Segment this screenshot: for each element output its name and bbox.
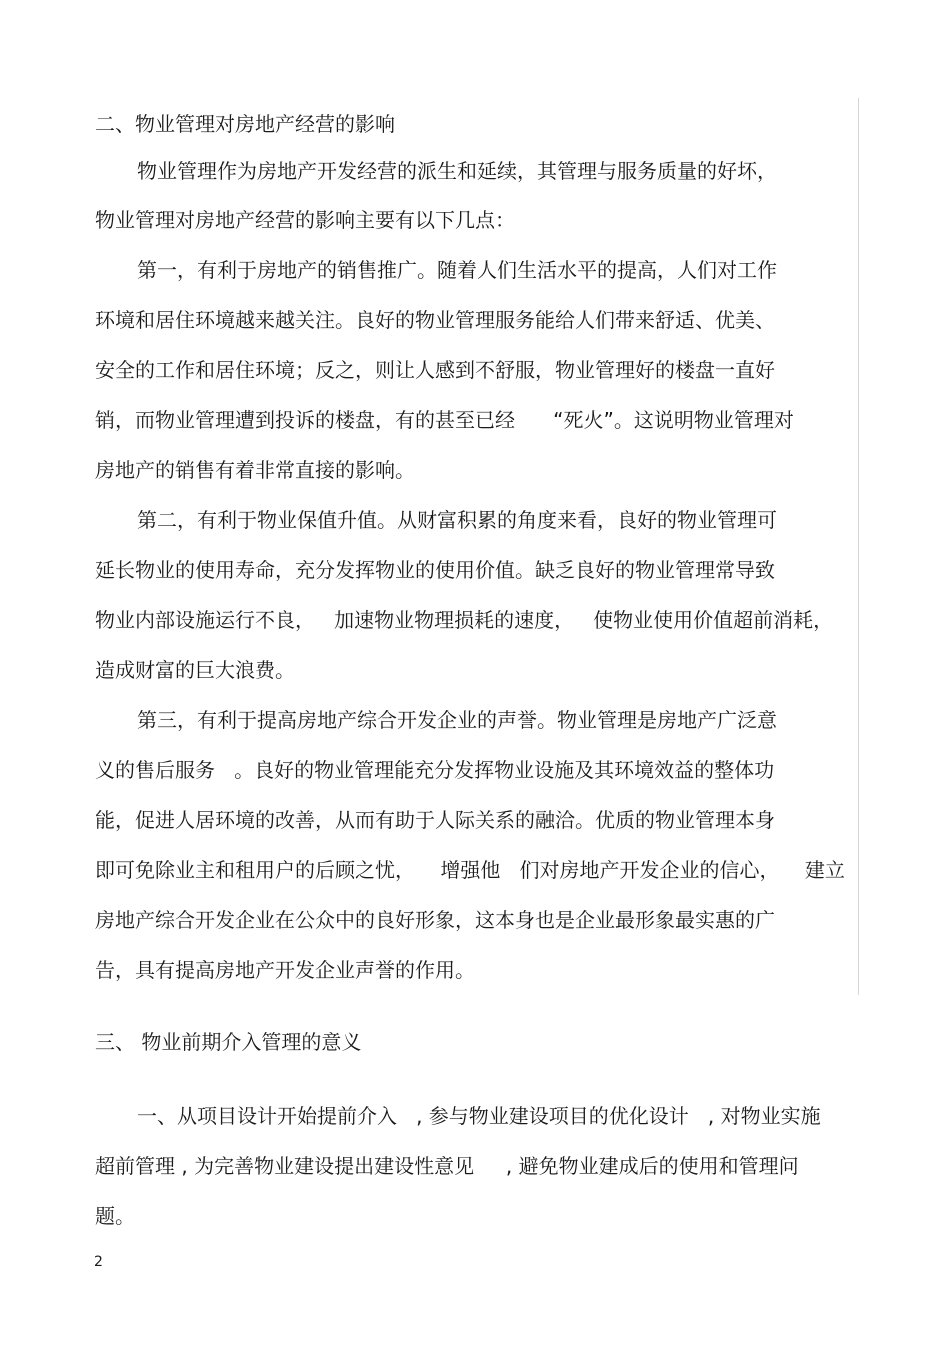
paragraph-line: 安全的工作和居住环境；反之，则让人感到不舒服，物业管理好的楼盘一直好	[95, 358, 775, 382]
paragraph-line: 物业内部设施运行不良， 加速物业物理损耗的速度， 使物业使用价值超前消耗，	[95, 608, 834, 632]
paragraph-line: 一、从项目设计开始提前介入 , 参与物业建设项目的优化设计 , 对物业实施	[137, 1104, 821, 1128]
paragraph-line: 延长物业的使用寿命，充分发挥物业的使用价值。缺乏良好的物业管理常导致	[95, 558, 775, 582]
paragraph-line: 环境和居住环境越来越关注。良好的物业管理服务能给人们带来舒适、优美、	[95, 308, 775, 332]
paragraph-line: 第一，有利于房地产的销售推广。随着人们生活水平的提高，人们对工作	[137, 258, 777, 282]
paragraph-line: 房地产综合开发企业在公众中的良好形象，这本身也是企业最形象最实惠的广	[95, 908, 775, 932]
paragraph-line: 第二，有利于物业保值升值。从财富积累的角度来看，良好的物业管理可	[137, 508, 777, 532]
paragraph-line: 义的售后服务 。良好的物业管理能充分发挥物业设施及其环境效益的整体功	[95, 758, 775, 782]
paragraph-line: 第三，有利于提高房地产综合开发企业的声誉。物业管理是房地产广泛意	[137, 708, 777, 732]
paragraph-line: 题。	[95, 1204, 135, 1228]
section-2-heading: 二、物业管理对房地产经营的影响	[95, 112, 395, 136]
paragraph-line: 造成财富的巨大浪费。	[95, 658, 295, 682]
paragraph-line: 能，促进人居环境的改善，从而有助于人际关系的融洽。优质的物业管理本身	[95, 808, 775, 832]
paragraph-line: 超前管理 , 为完善物业建设提出建设性意见 , 避免物业建成后的使用和管理问	[95, 1154, 799, 1178]
right-margin-rule	[858, 98, 859, 995]
paragraph-line: 房地产的销售有着非常直接的影响。	[95, 458, 415, 482]
paragraph-line: 物业管理作为房地产开发经营的派生和延续，其管理与服务质量的好坏，	[137, 159, 777, 183]
paragraph-line: 即可免除业主和租用户的后顾之忧， 增强他 们对房地产开发企业的信心， 建立	[95, 858, 845, 882]
section-3-heading: 三、 物业前期介入管理的意义	[95, 1030, 362, 1054]
paragraph-line: 销，而物业管理遭到投诉的楼盘，有的甚至已经 “死火”。这说明物业管理对	[95, 408, 794, 432]
page-number: 2	[94, 1254, 103, 1270]
paragraph-line: 告，具有提高房地产开发企业声誉的作用。	[95, 958, 475, 982]
paragraph-line: 物业管理对房地产经营的影响主要有以下几点：	[95, 208, 515, 232]
